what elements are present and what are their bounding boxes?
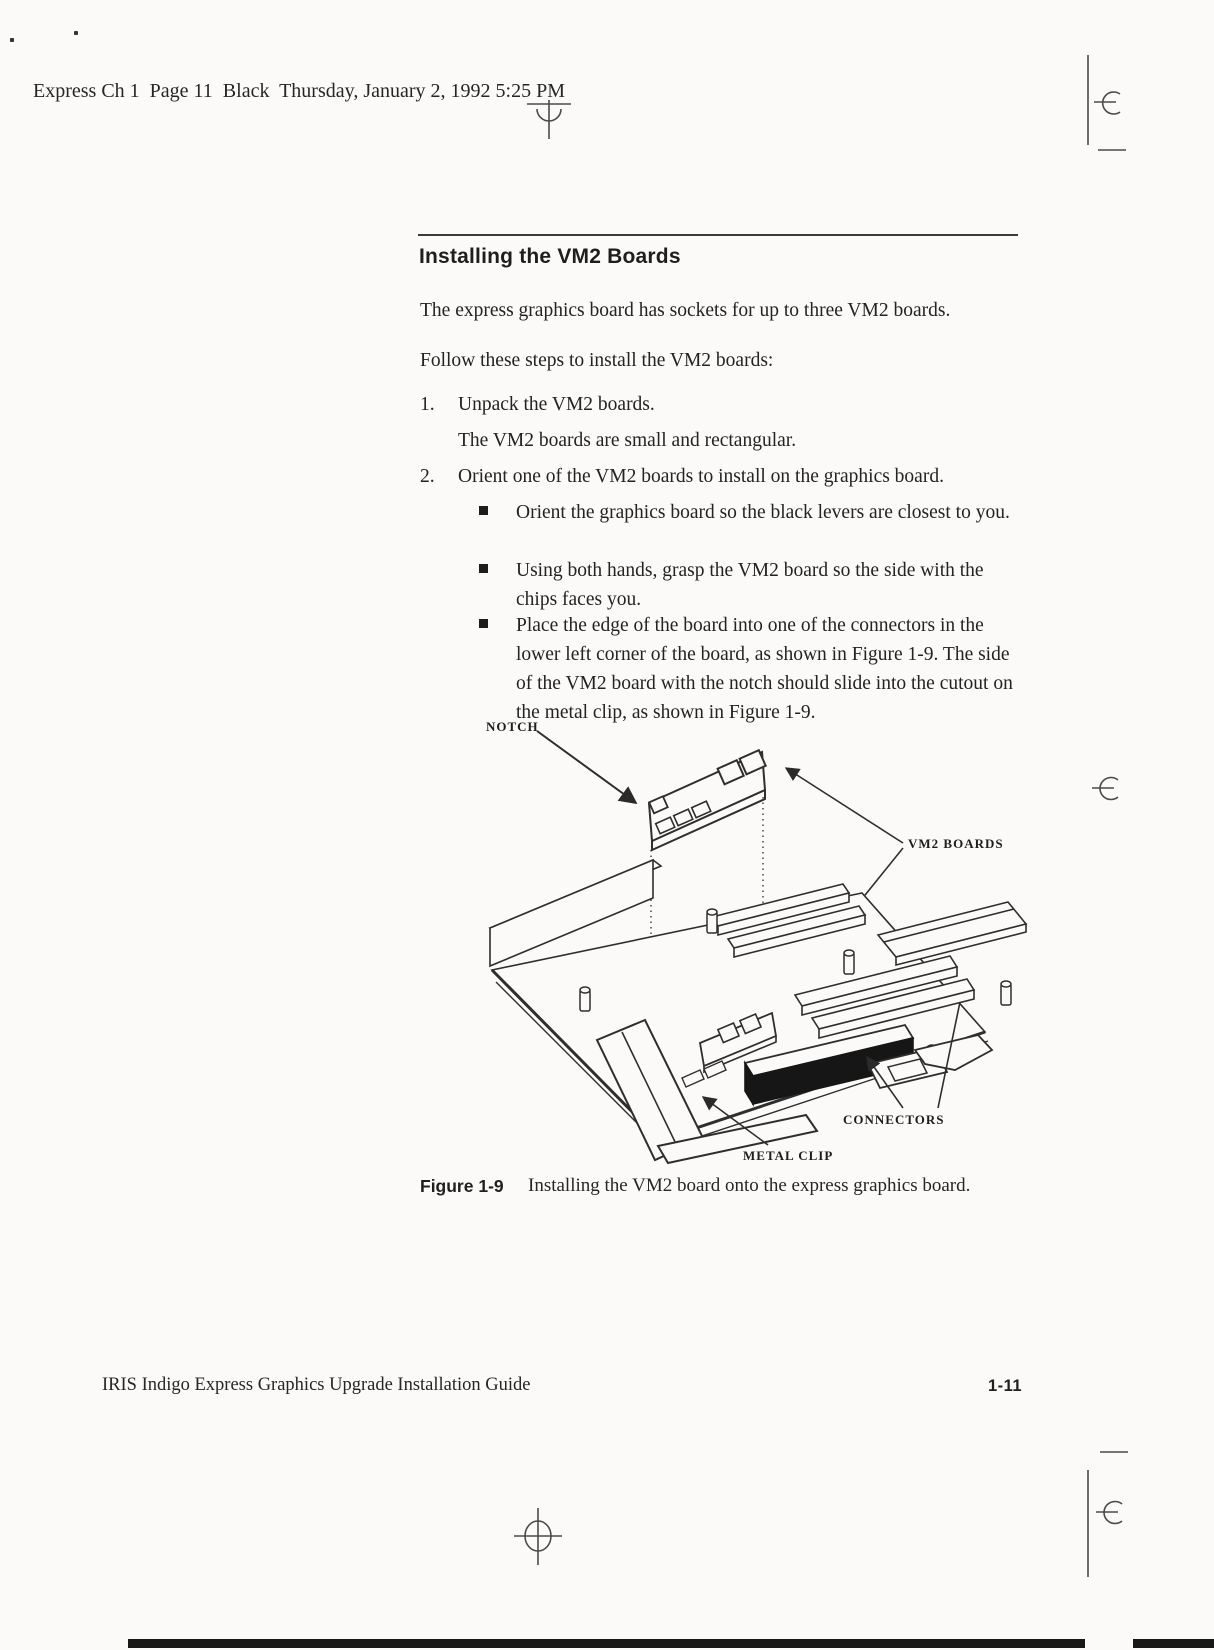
vm2-boards-leader-line — [786, 768, 903, 843]
figure-label-vm2-boards: VM2 BOARDS — [908, 836, 1004, 851]
step-text: Unpack the VM2 boards. — [458, 394, 655, 415]
section-rule — [418, 234, 1018, 236]
bullet-item: Using both hands, grasp the VM2 board so the side with the chips faces you. — [516, 560, 984, 610]
section-heading: Installing the VM2 Boards — [419, 245, 681, 268]
registration-mark-icon — [514, 1508, 562, 1565]
figure-label-connectors: CONNECTORS — [843, 1112, 945, 1127]
figure-label-metal-clip: METAL CLIP — [743, 1148, 834, 1163]
registration-mark-icon — [527, 100, 571, 139]
step-number: 1. — [420, 394, 435, 415]
crop-mark-icon — [1088, 1452, 1128, 1577]
footer-page-number: 1-11 — [988, 1377, 1023, 1395]
vm2-board-drawing — [649, 750, 766, 850]
step-number: 2. — [420, 466, 435, 487]
paragraph: Follow these steps to install the VM2 boards: — [420, 350, 774, 371]
crop-mark-icon — [1088, 55, 1126, 150]
bullet-square-icon — [479, 619, 488, 628]
figure-caption-text: Installing the VM2 board onto the express graphics board. — [528, 1175, 971, 1196]
scan-edge-bar — [1133, 1639, 1214, 1648]
figure-caption-label: Figure 1-9 — [420, 1176, 504, 1196]
figure-label-notch: NOTCH — [486, 719, 539, 734]
scan-edge-bar — [128, 1639, 1085, 1648]
figure-1-9-diagram — [455, 705, 1040, 1183]
crop-mark-icon — [1092, 778, 1118, 800]
covered-connector-drawing — [878, 902, 1026, 965]
step-text: Orient one of the VM2 boards to install on the graphics board. — [458, 466, 944, 487]
notch-leader-line — [537, 731, 636, 803]
step-detail: The VM2 boards are small and rectangular. — [458, 430, 797, 451]
print-slug-line: Express Ch 1 Page 11 Black Thursday, January 2, 1992 5:25 PM — [33, 80, 565, 102]
bullet-square-icon — [479, 506, 488, 515]
bullet-square-icon — [479, 564, 488, 573]
bullet-item: Orient the graphics board so the black levers are closest to you. — [516, 502, 1010, 523]
bullet-item: Place the edge of the board into one of the connectors in the lower left corner of the board, as shown in Figure 1-9. The side of the VM2 board with the notch should slide into the cutout on the metal clip, as shown in Figure 1-9. — [516, 615, 1013, 723]
footer-book-title: IRIS Indigo Express Graphics Upgrade Installation Guide — [102, 1375, 531, 1395]
paragraph: The express graphics board has sockets for up to three VM2 boards. — [420, 300, 951, 321]
